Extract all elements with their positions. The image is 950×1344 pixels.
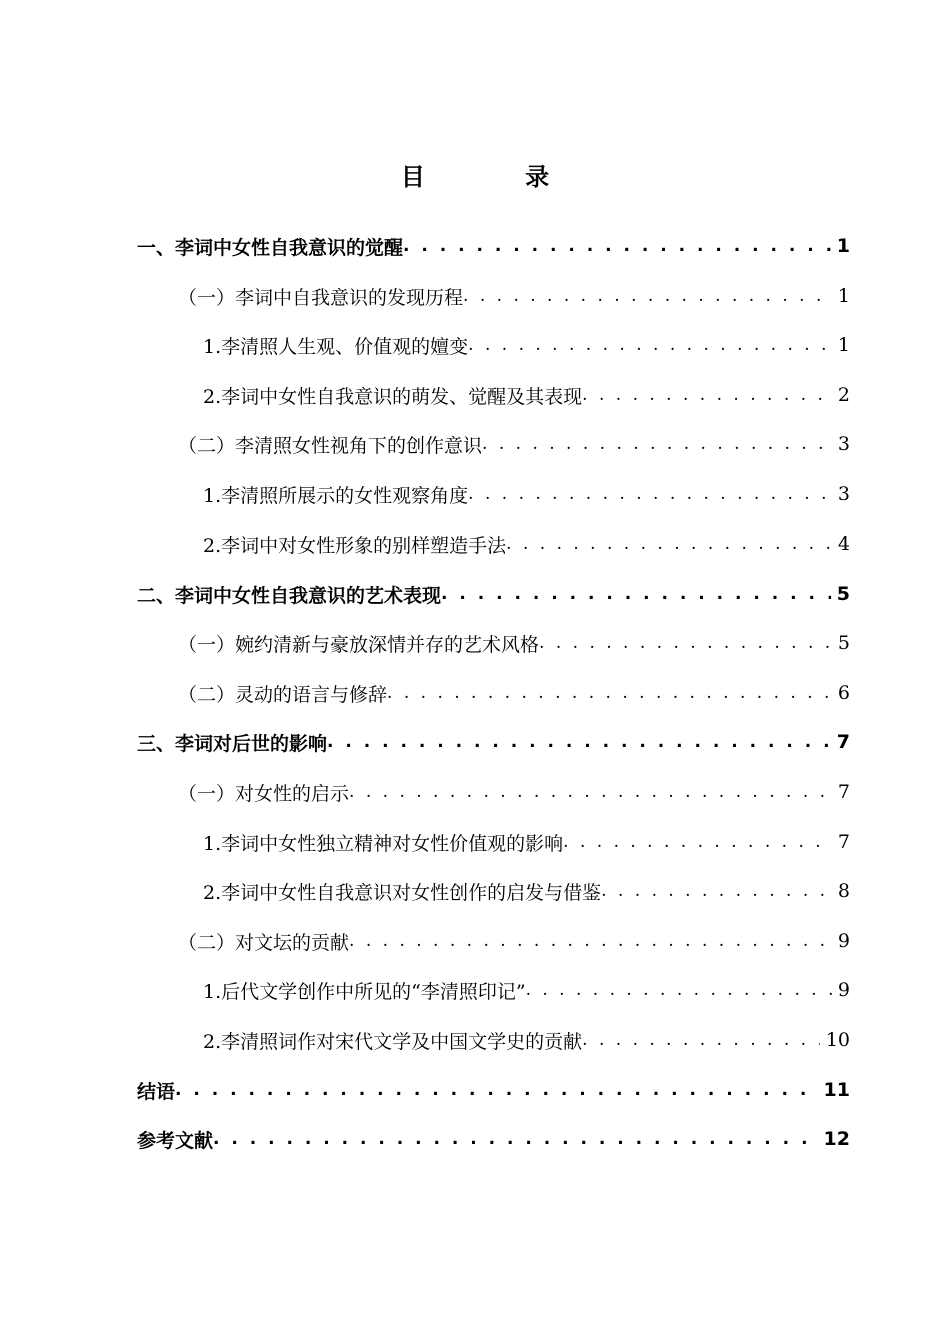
toc-entry-page-number: 1 [836,235,850,257]
toc-entry-label: 一、李词中女性自我意识的觉醒 [137,236,404,259]
dot-leader [349,927,832,955]
toc-entry-label: 三、李词对后世的影响 [137,732,328,755]
toc-entry-label: （一）婉约清新与豪放深情并存的艺术风格 [178,633,540,656]
toc-entry-label: （二）对文坛的贡献 [178,931,350,954]
dot-leader [403,232,831,260]
dot-leader [601,877,832,905]
toc-entry-page-number: 3 [837,483,850,505]
toc-entry-page-number: 9 [837,979,850,1001]
toc-entry-label: （一）对女性的启示 [178,782,350,805]
dot-leader [213,1125,818,1153]
dot-leader [526,976,832,1004]
toc-entry-page-number: 7 [836,731,850,753]
dot-leader [327,728,831,756]
dot-leader [349,778,832,806]
toc-entry-label: 2.李词中女性自我意识对女性创作的启发与借鉴 [203,881,602,904]
dot-leader [463,282,832,310]
toc-entry-chapter[interactable] [137,721,850,763]
toc-entry-label: （一）李词中自我意识的发现历程 [178,286,464,309]
dot-leader [506,530,832,558]
toc-entry-page-number: 9 [837,930,850,952]
toc-entry-page-number: 4 [837,533,850,555]
toc-entry-page-number: 1 [837,285,850,307]
dot-leader [468,480,832,508]
toc-entry-label: 1.后代文学创作中所见的“李清照印记” [203,980,526,1003]
toc-entry-subsection[interactable] [203,473,850,515]
toc-entry-page-number: 5 [836,583,850,605]
toc-entry-subsection[interactable] [203,1019,850,1061]
dot-leader [441,580,831,608]
toc-entry-label: 1.李清照所展示的女性观察角度 [203,484,469,507]
toc-entry-page-number: 7 [837,781,850,803]
toc-entry-subsection[interactable] [203,969,850,1011]
toc-entry-label: 1.李词中女性独立精神对女性价值观的影响 [203,832,564,855]
toc-entry-page-number: 2 [837,384,850,406]
toc-entry-chapter[interactable] [137,225,850,267]
toc-entry-label: 2.李词中女性自我意识的萌发、觉醒及其表现 [203,385,583,408]
toc-entry-subsection[interactable] [203,324,850,366]
toc-entry-section[interactable] [178,920,850,962]
toc-entry-label: （二）灵动的语言与修辞 [178,683,388,706]
toc-entry-label: 参考文献 [137,1129,214,1152]
dot-leader [582,381,832,409]
toc-entry-page-number: 7 [837,831,850,853]
toc-entry-section[interactable] [178,622,850,664]
dot-leader [175,1076,818,1104]
dot-leader [468,331,832,359]
toc-entry-subsection[interactable] [203,821,850,863]
toc-entry-section[interactable] [178,672,850,714]
toc-entry-page-number: 11 [823,1079,850,1101]
toc-entry-label: 2.李词中对女性形象的别样塑造手法 [203,534,507,557]
toc-entry-label: 1.李清照人生观、价值观的嬗变 [203,335,469,358]
toc-entry-page-number: 10 [825,1029,850,1051]
toc-entry-section[interactable] [178,275,850,317]
toc-entry-subsection[interactable] [203,374,850,416]
toc-entry-subsection[interactable] [203,523,850,565]
dot-leader [582,1026,820,1054]
toc-entry-page-number: 8 [837,880,850,902]
toc-entry-label: （二）李清照女性视角下的创作意识 [178,434,483,457]
toc-entry-page-number: 5 [837,632,850,654]
toc-entry-page-number: 3 [837,433,850,455]
toc-entry-label: 结语 [137,1080,176,1103]
dot-leader [387,679,832,707]
toc-entry-section[interactable] [178,423,850,465]
page-title: 目 录 [400,163,596,191]
toc-entry-label: 2.李清照词作对宋代文学及中国文学史的贡献 [203,1030,583,1053]
toc-entry-references[interactable] [137,1118,850,1160]
dot-leader [482,430,832,458]
dot-leader [539,629,832,657]
toc-entry-label: 二、李词中女性自我意识的艺术表现 [137,584,442,607]
toc-entry-page-number: 12 [823,1128,850,1150]
toc-entry-conclusion[interactable] [137,1069,850,1111]
dot-leader [563,828,832,856]
toc-entry-section[interactable] [178,771,850,813]
toc-entry-page-number: 1 [837,334,850,356]
toc-entry-chapter[interactable] [137,573,850,615]
toc-entry-page-number: 6 [837,682,850,704]
toc-entry-subsection[interactable] [203,870,850,912]
